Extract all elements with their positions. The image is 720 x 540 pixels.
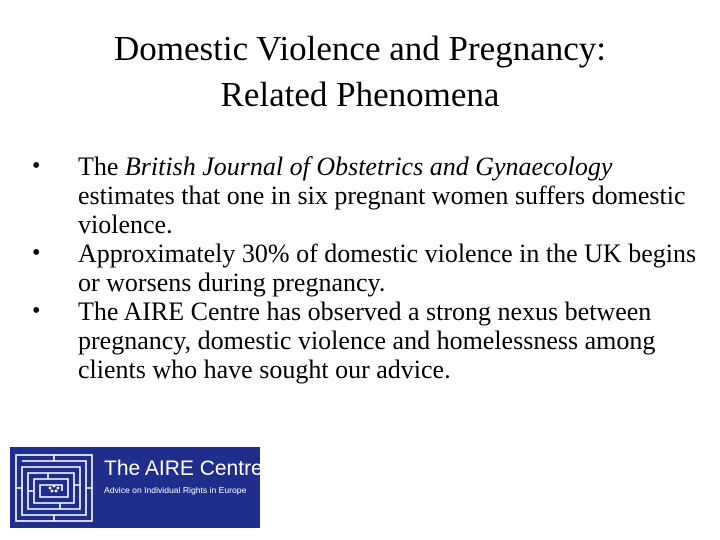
bullet-list (28, 152, 698, 384)
slide-title (0, 26, 720, 118)
bullet-item-3 (28, 297, 698, 384)
logo-name: The AIRE Centre (104, 457, 263, 480)
slide-title-line-2: Related Phenomena (220, 75, 500, 114)
maze-icon (14, 453, 94, 523)
logo-tagline: Advice on Individual Rights in Europe (104, 485, 247, 495)
bullet-icon: • (32, 240, 41, 266)
bullet-2-text: Approximately 30% of domestic violence in the UK begins or worsens during pregnancy. (78, 239, 697, 297)
bullet-icon: • (32, 298, 41, 324)
slide-title-line-1: Domestic Violence and Pregnancy: (114, 29, 606, 68)
bullet-item-1 (28, 152, 698, 239)
bullet-1-suffix: estimates that one in six pregnant women suffers domestic violence. (78, 181, 686, 239)
bullet-item-2 (28, 239, 698, 297)
bullet-1-prefix: The (78, 152, 125, 181)
bullet-3-text: The AIRE Centre has observed a strong nexus between pregnancy, domestic violence and homelessness among clients who have sought our advice. (78, 297, 656, 384)
bullet-1-journal-name: British Journal of Obstetrics and Gynaecology (124, 152, 613, 181)
aire-centre-logo (10, 447, 263, 528)
bullet-icon: • (32, 153, 41, 179)
